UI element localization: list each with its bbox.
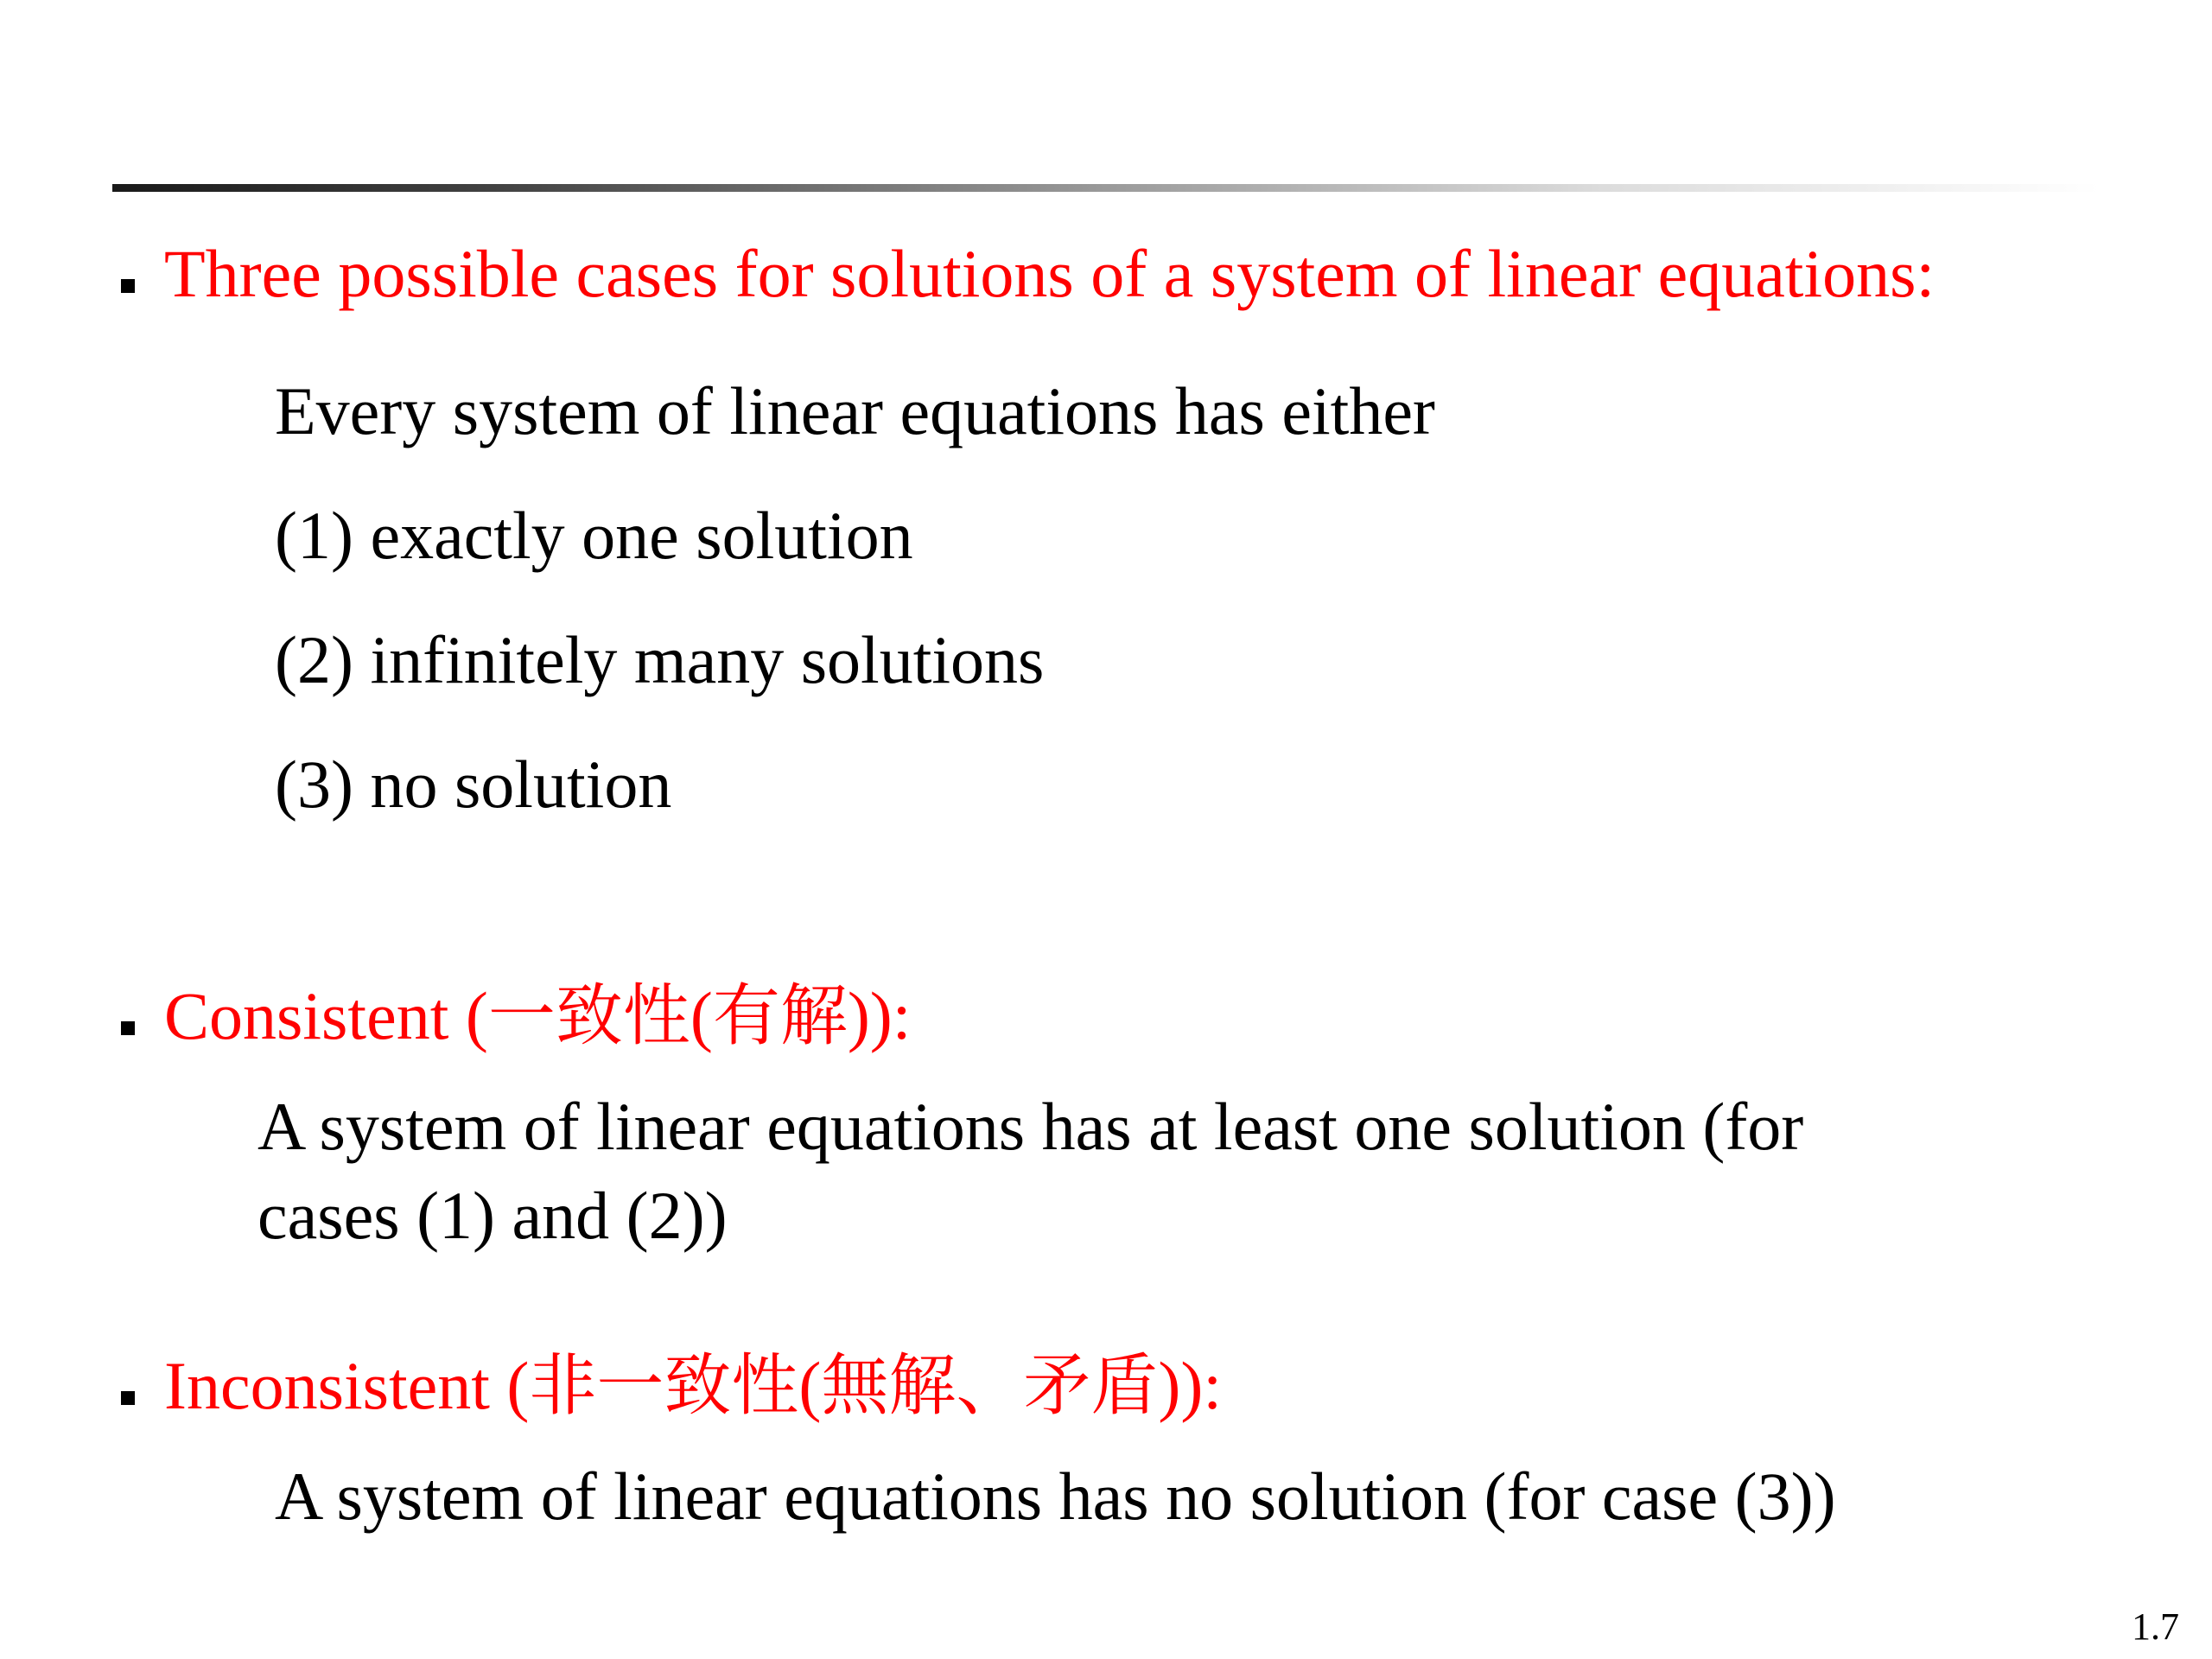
square-bullet-icon	[121, 279, 135, 293]
text-case-2: (2) infinitely many solutions	[275, 622, 1045, 697]
page-number: 1.7	[2132, 1605, 2179, 1648]
bullet-consistent	[121, 978, 912, 1053]
square-bullet-icon	[121, 1021, 135, 1035]
bullet-inconsistent	[121, 1348, 1223, 1423]
heading-inconsistent: Inconsistent (非一致性(無解、矛盾)):	[164, 1348, 1223, 1423]
bullet-cases	[121, 236, 1936, 311]
square-bullet-icon	[121, 1391, 135, 1405]
text-every-system: Every system of linear equations has either	[275, 373, 1435, 448]
text-consistent-line-1: A system of linear equations has at least one solution (for	[257, 1089, 1804, 1164]
text-case-1: (1) exactly one solution	[275, 498, 913, 573]
text-inconsistent-line-1: A system of linear equations has no solution (for case (3))	[275, 1459, 1836, 1534]
text-consistent-line-2: cases (1) and (2))	[257, 1178, 728, 1253]
heading-consistent: Consistent (一致性(有解)):	[164, 978, 912, 1053]
heading-cases: Three possible cases for solutions of a system of linear equations:	[164, 236, 1936, 311]
title-divider	[112, 184, 2100, 192]
text-case-3: (3) no solution	[275, 747, 672, 822]
